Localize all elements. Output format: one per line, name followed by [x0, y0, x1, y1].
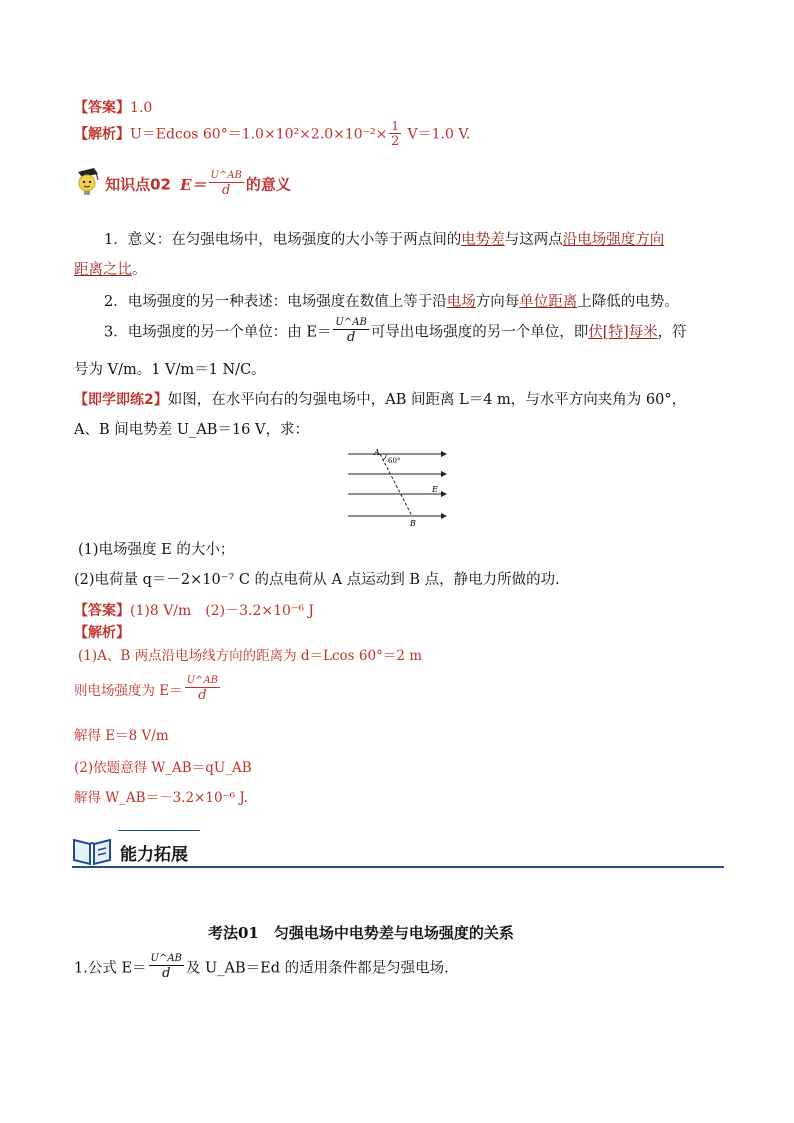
knowledge-point-heading [74, 166, 291, 202]
answer-line-1 [74, 97, 152, 117]
label-e: E [432, 485, 438, 494]
answer-value: 1.0 [130, 100, 153, 116]
solution-line-5: 解得 W_AB＝－3.2×10⁻⁶ J. [74, 790, 249, 806]
section-title: 能力拓展 [120, 845, 188, 865]
label-b: B [410, 519, 416, 528]
practice-tag: 【即学即练2】 [74, 392, 168, 408]
label-a: A [374, 448, 380, 457]
kp-formula-e: E＝ [180, 175, 207, 194]
field-diagram [346, 448, 454, 532]
analysis-line-2: 【解析】 [74, 625, 130, 641]
analysis-line-1 [74, 120, 470, 148]
item-1: 1.公式 E＝ $\frac{U\^{}AB}{d}$ 及 U_AB＝Ed 的适用条件都是匀强电场. [74, 953, 449, 981]
answer-tag: 【答案】 [74, 100, 130, 116]
paragraph-description: 2．电场强度的另一种表述：电场强度在数值上等于沿电场方向每单位距离上降低的电势。 [104, 294, 679, 310]
sub-question-2: (2)电荷量 q＝－2×10⁻⁷ C 的点电荷从 A 点运动到 B 点，静电力所做的功. [74, 572, 560, 588]
answer-line-2: 【答案】(1)8 V/m (2)－3.2×10⁻⁶ J [74, 603, 314, 619]
paragraph-unit-line2: 号为 V/m。1 V/m＝1 N/C。 [74, 362, 266, 378]
solution-line-3: 解得 E＝8 V/m [74, 728, 169, 744]
solution-line-1: (1)A、B 两点沿电场线方向的距离为 d＝Lcos 60°＝2 m [78, 648, 422, 664]
solution-fraction: $\frac{U\^{}AB}{d}$ [186, 675, 219, 703]
sub-question-1: (1)电场强度 E 的大小； [78, 542, 235, 558]
analysis-formula: U＝Edcos 60°＝1.0×10²×2.0×10⁻²× [130, 126, 388, 143]
analysis-tail: V＝1.0 V. [403, 126, 471, 143]
section-banner [72, 828, 724, 870]
item-fraction: $\frac{U\^{}AB}{d}$ [150, 953, 182, 981]
paragraph-meaning-line2: 距离之比。 [74, 262, 147, 278]
book-icon [72, 832, 112, 870]
unit-fraction: $\frac{U\^{}AB}{d}$ [335, 317, 367, 345]
practice-question: 【即学即练2】如图，在水平向右的匀强电场中，AB 间距离 L＝4 m，与水平方向夹角为 60°， [74, 392, 687, 408]
fraction-half: $\frac{1}{2}$ [391, 119, 400, 149]
kp-fraction: $\frac{U\^{}AB}{d}$ [210, 170, 242, 198]
paragraph-unit: 3．电场强度的另一个单位：由 E＝ $\frac{U\^{}AB}{d}$ 可导出电场强度的另一个单位，即伏[特]每米，符 [104, 317, 687, 345]
method-heading: 考法01 匀强电场中电势差与电场强度的关系 [208, 924, 514, 942]
bulb-mascot-icon [74, 166, 100, 202]
label-angle: 60° [388, 457, 401, 465]
kp-meaning: 的意义 [245, 175, 291, 194]
knowledge-point-label: 知识点02 [105, 175, 171, 194]
solution-line-4: (2)依题意得 W_AB＝qU_AB [74, 760, 252, 776]
analysis-tag: 【解析】 [74, 126, 130, 143]
solution-line-2: 则电场强度为 E＝ $\frac{U\^{}AB}{d}$ [74, 675, 219, 703]
paragraph-meaning: 1．意义：在匀强电场中，电场强度的大小等于两点间的电势差与这两点沿电场强度方向 [104, 232, 665, 248]
practice-question-line2: A、B 间电势差 U_AB＝16 V，求： [74, 422, 309, 438]
